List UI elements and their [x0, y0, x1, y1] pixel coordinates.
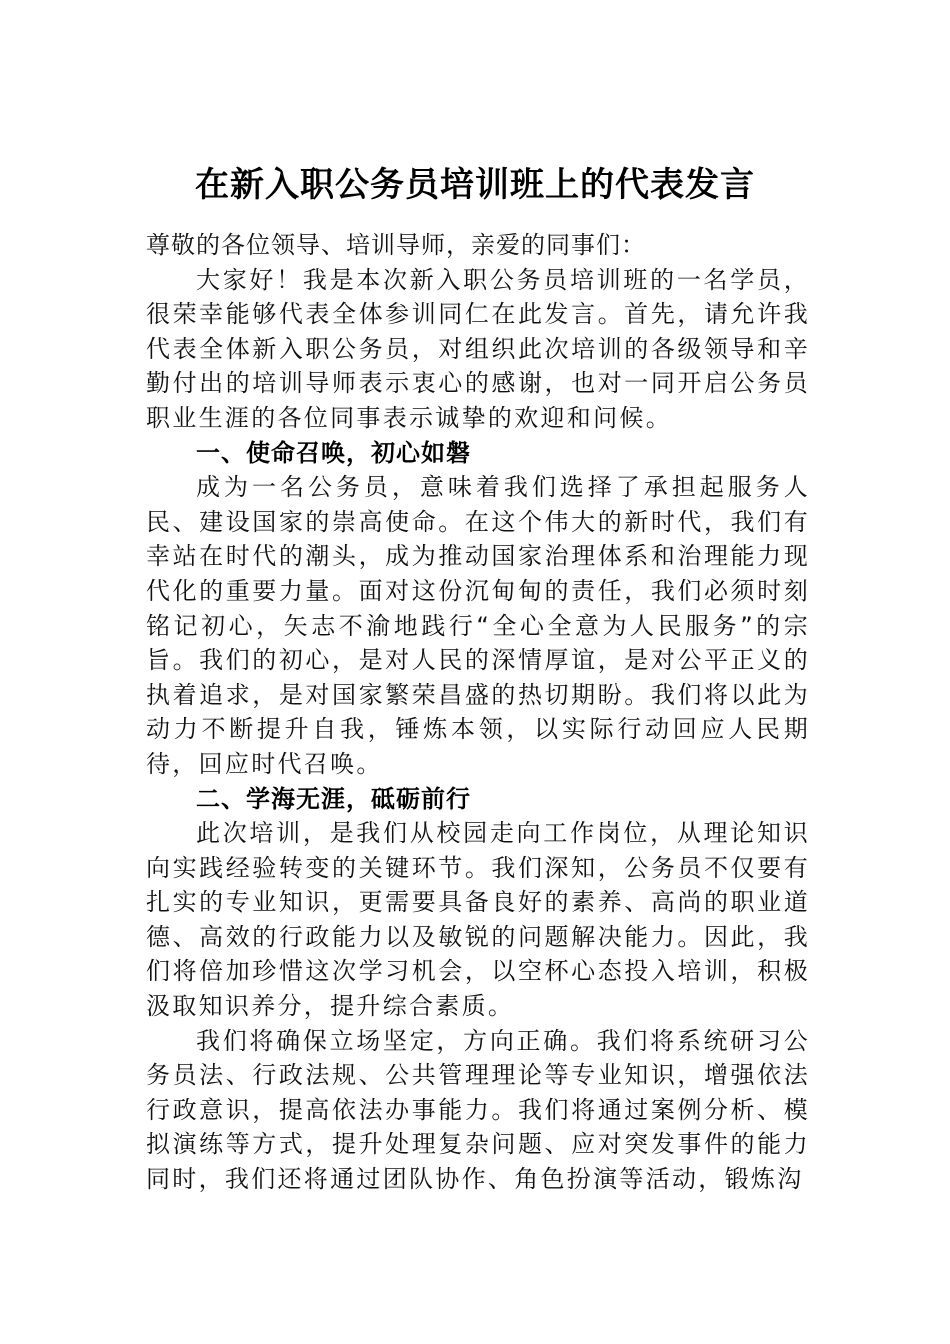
- document-body: [146, 228, 810, 1197]
- salutation: 尊敬的各位领导、培训导师，亲爱的同事们：: [146, 231, 646, 259]
- section-heading-2: 二、学海无涯，砥砺前行: [196, 784, 471, 813]
- paragraph-training: 此次培训，是我们从校园走向工作岗位，从理论知识向实践经验转变的关键环节。我们深知，公务员不仅要有扎实的专业知识，更需要具备良好的素养、高尚的职业道德、高效的行政能力以及敏锐的问题解决能力。因此，我们将倍加珍惜这次学习机会，以空杯心态投入培训，积极汲取知识养分，提升综合素质。: [146, 819, 810, 1021]
- paragraph-commitment: 我们将确保立场坚定，方向正确。我们将系统研习公务员法、行政法规、公共管理理论等专业知识，增强依法行政意识，提高依法办事能力。我们将通过案例分析、模拟演练等方式，提升处理复杂问题、应对突发事件的能力同时，我们还将通过团队协作、角色扮演等活动，锻炼沟: [146, 1026, 810, 1194]
- paragraph-mission: 成为一名公务员，意味着我们选择了承担起服务人民、建设国家的崇高使命。在这个伟大的新时代，我们有幸站在时代的潮头，成为推动国家治理体系和治理能力现代化的重要力量。面对这份沉甸甸的责任，我们必须时刻铭记初心，矢志不渝地践行“全心全意为人民服务”的宗旨。我们的初心，是对人民的深情厚谊，是对公平正义的执着追求，是对国家繁荣昌盛的热切期盼。我们将以此为动力不断提升自我，锤炼本领，以实际行动回应人民期待，回应时代召唤。: [146, 473, 810, 778]
- section-heading-1: 一、使命召唤，初心如磐: [196, 438, 471, 467]
- paragraph-opening: 大家好！我是本次新入职公务员培训班的一名学员，很荣幸能够代表全体参训同仁在此发言。首先，请允许我代表全体新入职公务员，对组织此次培训的各级领导和辛勤付出的培训导师表示衷心的感谢，也对一同开启公务员职业生涯的各位同事表示诚挚的欢迎和问候。: [146, 265, 810, 432]
- document-title: 在新入职公务员培训班上的代表发言: [195, 165, 755, 205]
